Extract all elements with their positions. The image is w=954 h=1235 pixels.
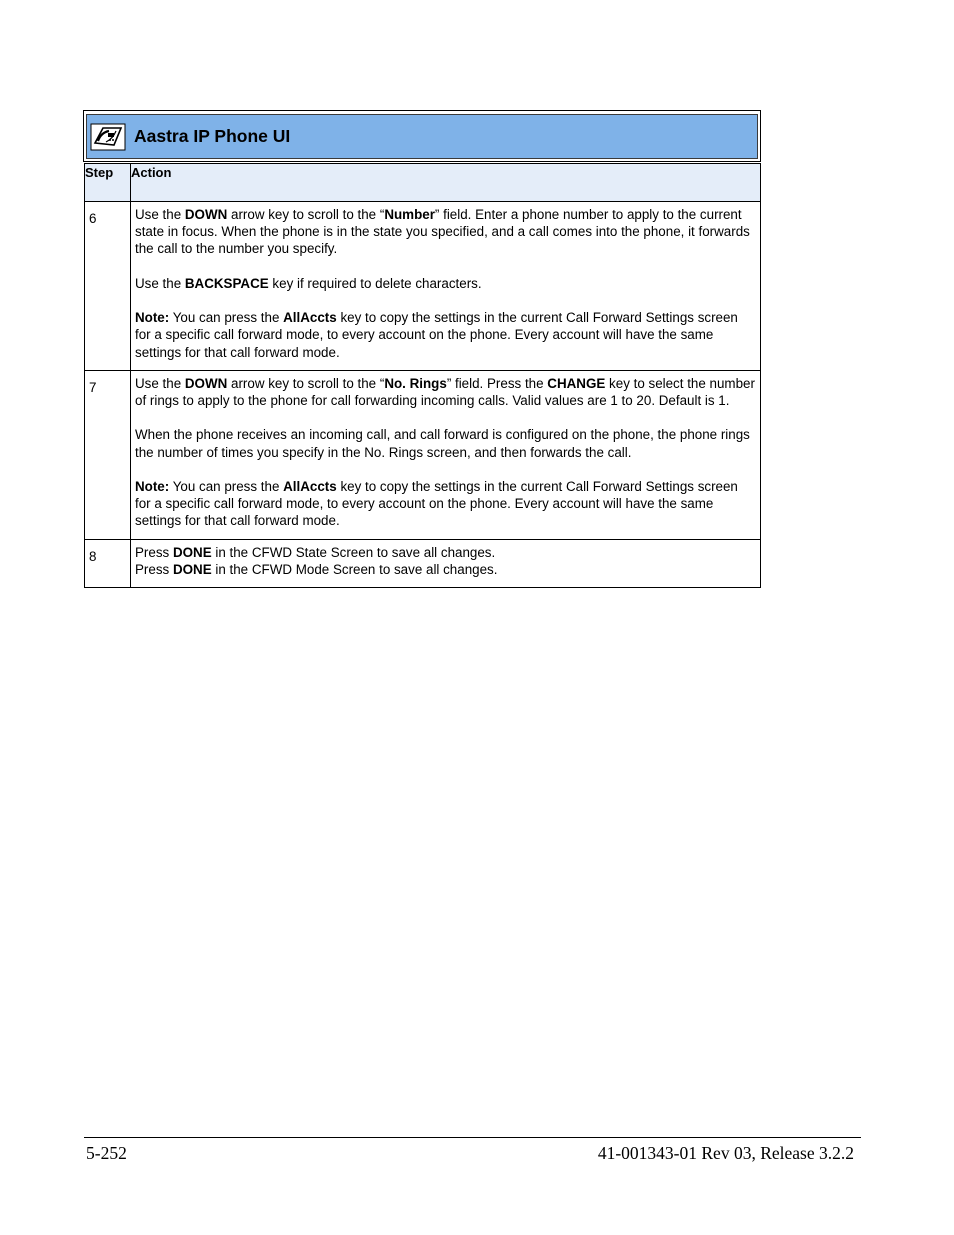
emphasis-text: AllAccts xyxy=(283,310,337,326)
banner-title: Aastra IP Phone UI xyxy=(134,126,291,146)
action-text: key to copy the settings in the current Call Forward Settings screen for a specific call forward mode, to every account on the phone. Every account will have the same settings for that call forward mode. xyxy=(135,310,738,360)
action-paragraph xyxy=(135,426,756,460)
step-action xyxy=(131,370,761,539)
emphasis-text: DONE xyxy=(172,544,212,560)
emphasis-text: DONE xyxy=(172,561,212,577)
header-action: Action xyxy=(131,164,761,202)
emphasis-text: AllAccts xyxy=(283,478,337,494)
action-paragraph xyxy=(135,478,756,530)
section-banner xyxy=(86,114,758,159)
action-text: key to select the number of rings to apply to the phone for call forwarding incoming calls. Valid values are 1 to 20. Default is 1. xyxy=(135,375,755,408)
action-text: Use the xyxy=(135,207,185,222)
document-id: 41-001343-01 Rev 03, Release 3.2.2 xyxy=(597,1143,854,1163)
footer-rule xyxy=(84,1137,861,1138)
action-text: You can press the xyxy=(169,310,284,326)
header-step: Step xyxy=(85,164,131,202)
table-row xyxy=(85,370,761,539)
action-text: in the CFWD Mode Screen to save all changes. xyxy=(211,561,498,577)
phone-icon xyxy=(90,123,126,151)
action-text: key to copy the settings in the current Call Forward Settings screen for a specific call forward mode, to every account on the phone. Every account will have the same settings for that call forward mode. xyxy=(135,478,738,529)
action-paragraph xyxy=(135,275,756,292)
step-number: 6 xyxy=(85,202,131,371)
action-text: Press xyxy=(135,544,173,560)
table-header-row xyxy=(85,164,761,202)
action-text: Press xyxy=(135,561,173,577)
steps-table xyxy=(84,163,761,588)
emphasis-text: DOWN xyxy=(184,207,228,222)
action-text: key if required to delete characters. xyxy=(268,275,482,291)
steps-body xyxy=(85,202,761,588)
table-row xyxy=(85,202,761,371)
action-text: You can press the xyxy=(169,478,284,494)
emphasis-text: Note: xyxy=(135,310,170,326)
table-row xyxy=(85,539,761,587)
action-text: Use the xyxy=(135,275,185,291)
emphasis-text: CHANGE xyxy=(547,375,606,391)
action-text: Use the xyxy=(135,375,185,391)
emphasis-text: Number xyxy=(384,207,435,222)
action-text: in the CFWD State Screen to save all changes. xyxy=(211,544,496,560)
emphasis-text: DOWN xyxy=(184,375,228,391)
action-paragraph xyxy=(135,375,756,409)
action-text: arrow key to scroll to the “ xyxy=(227,375,385,391)
emphasis-text: No. Rings xyxy=(384,375,447,391)
action-paragraph xyxy=(135,206,756,258)
step-action xyxy=(131,202,761,371)
step-number: 7 xyxy=(85,370,131,539)
action-text: ” field. Press the xyxy=(446,375,548,391)
action-paragraph xyxy=(135,544,756,578)
emphasis-text: BACKSPACE xyxy=(184,275,269,291)
step-number: 8 xyxy=(85,539,131,587)
step-action xyxy=(131,539,761,587)
page-number: 5-252 xyxy=(86,1143,127,1163)
action-text: arrow key to scroll to the “ xyxy=(227,207,385,222)
action-text: When the phone receives an incoming call, and call forward is configured on the phone, the phone rings the number of times you specify in the No. Rings screen, and then forwards the call. xyxy=(135,427,750,460)
action-text: ” field. Enter a phone number to apply to the current state in focus. When the phone is in the state you specified, and a call comes into the phone, it forwards the call to the number you specify. xyxy=(135,207,750,257)
action-paragraph xyxy=(135,309,756,361)
emphasis-text: Note: xyxy=(135,478,170,494)
